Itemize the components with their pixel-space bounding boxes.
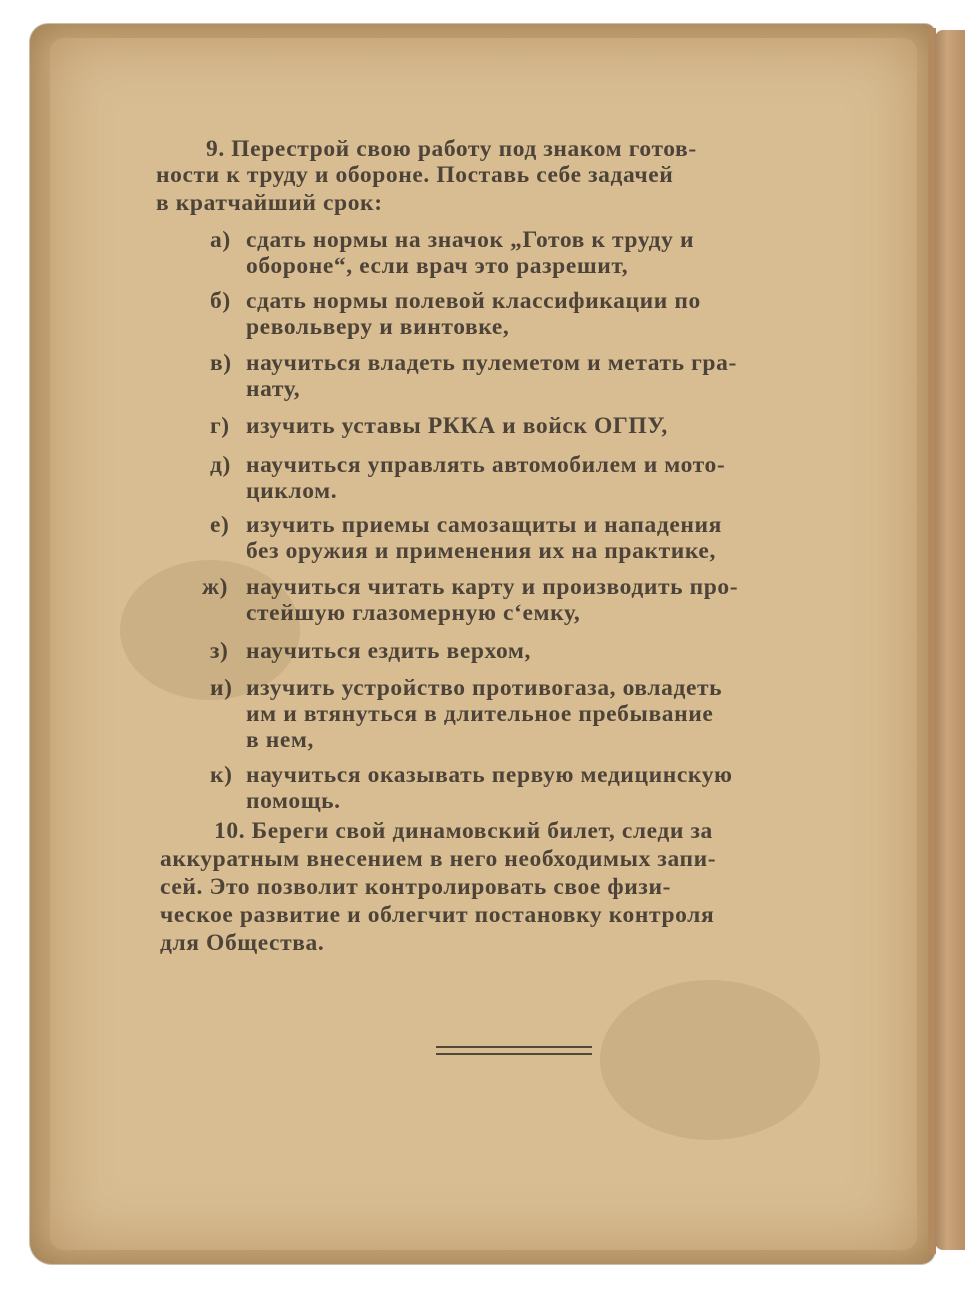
subitem-line: сдать нормы на значок „Готов к труду и [246,227,695,253]
item9-intro-line: в кратчайший срок: [156,190,383,216]
item9-intro-line: ности к труду и обороне. Поставь себе задачей [156,162,674,188]
subitem-line: изучить устройство противогаза, овладеть [246,675,723,701]
subitem-line: научиться управлять автомобилем и мото- [246,452,726,478]
subitem-line: изучить приемы самозащиты и нападения [246,512,722,538]
divider-rule [436,1053,592,1055]
subitem-line: научиться читать карту и производить про- [246,574,739,600]
subitem-line: револьверу и винтовке, [246,314,510,340]
subitem-line: научиться оказывать первую медицинскую [246,762,733,788]
subitem-line: без оружия и применения их на практике, [246,538,716,564]
item10-line: 10. Береги свой динамовский билет, следи за [214,818,713,844]
subitem-letter: ж) [202,574,229,600]
subitem-letter: к) [210,762,233,788]
item10-line: сей. Это позволит контролировать свое физи- [160,874,672,900]
item10-line: аккуратным внесением в него необходимых запи- [160,846,717,872]
subitem-line: в нем, [246,727,315,753]
subitem-letter: г) [210,413,230,439]
subitem-letter: в) [210,350,232,376]
subitem-letter: з) [210,638,229,664]
item10-line: ческое развитие и облегчит постановку контроля [160,902,715,928]
subitem-letter: д) [210,452,231,478]
subitem-line: изучить уставы РККА и войск ОГПУ, [246,413,668,439]
subitem-letter: и) [210,675,233,701]
subitem-line: нату, [246,376,301,402]
subitem-letter: б) [210,288,231,314]
subitem-line: сдать нормы полевой классификации по [246,288,701,314]
subitem-line: им и втянуться в длительное пребывание [246,701,714,727]
subitem-line: циклом. [246,478,338,504]
subitem-line: стейшую глазомерную с‘емку, [246,600,581,626]
subitem-line: помощь. [246,788,341,814]
divider-rule [436,1046,592,1048]
item9-intro-line: 9. Перестрой свою работу под знаком готов- [206,136,697,162]
subitem-line: обороне“, если врач это разрешит, [246,253,629,279]
subitem-letter: е) [210,512,230,538]
subitem-line: научиться владеть пулеметом и метать гра- [246,350,737,376]
item10-line: для Общества. [160,930,325,956]
subitem-line: научиться ездить верхом, [246,638,531,664]
subitem-letter: а) [210,227,231,253]
